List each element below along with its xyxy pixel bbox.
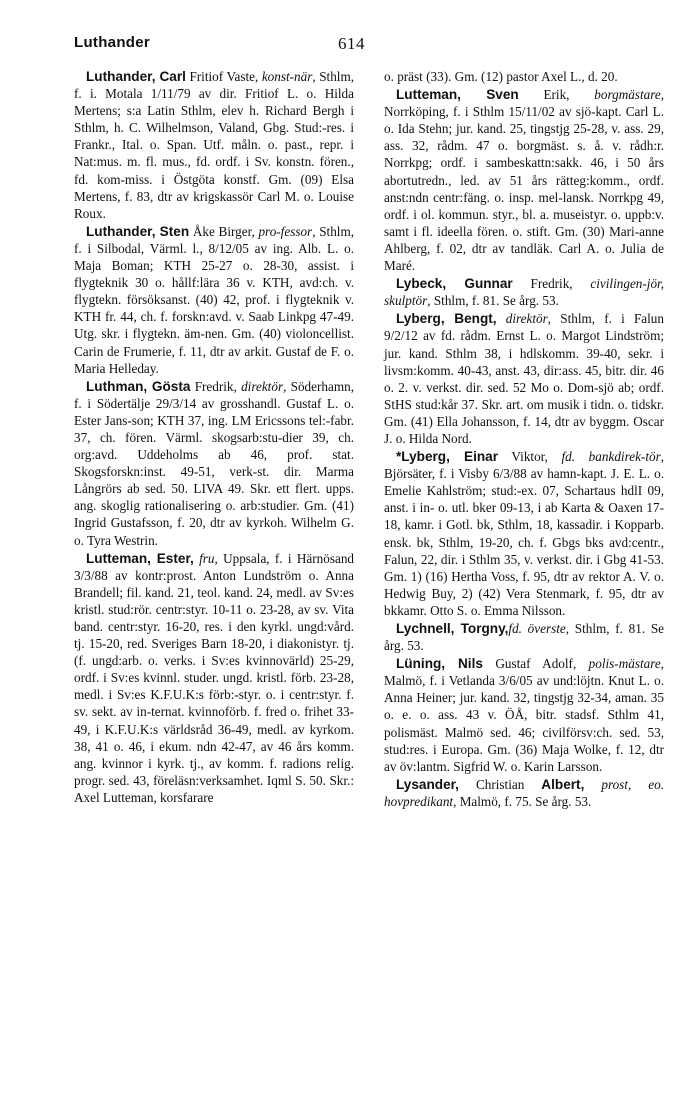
headword: Lyberg, Bengt, [396, 311, 497, 327]
entry-sven-lutteman [384, 86, 664, 274]
right-column [384, 68, 664, 811]
headword-second-name: Albert, [541, 776, 585, 792]
entry-text: , Björsäter, f. i Visby 6/3/88 av hamn-kapt. J. E. L. o. Emelie Kahlström; stud:-ex. 07, Schartaus hdlI 09, anst. i in- o. utl. bker 09-13, i ab Karta & Oaxen 17-18, kamr. i Gotl. bk, Sthlm, 18, kassadir. i Kopparb. ensk. bk, Sthlm, 19-20, ch. f. Gbgs bks avd:centr., Falun, 22, dir. i Sthlm 35, v. verkst. dir. i Gbg 41-53. Gm. 1) (16) Hertha Voss, f. 95, dtr av rektor A. V. o. Hedwig Buy, 2) (42) Vera Stenmark, f. 95, dtr av bkkamr. Otto S. o. Emma Nilsson. [384, 449, 665, 618]
entry-text: , Uppsala, f. i Härnösand 3/3/88 av kontr:prost. Anton Lundström o. Anna Brandell; fil. kand. 21, teol. kand. 24, medl. av Sv:es kristl. stud:rör. centr:styr. 10-11 o. 23-28, av sv. Vita band. centr:styr. 16-20, res. i den kyrkl. ungd:vård. tj. 15-20, red. Sveriges Barn 18-20, i diakonistyr. tj. (f. ungd:arb. o. verks. i Sv:es kvinnovärld) 25-29, ordf. i Sv:es kvinnl. studer. ungd. kristl. förb. 23-28, medl. i Sv:es K.F.U.K:s förb:-styr. o. i centr:styr. f. sv. sekt. av in-ternat. kvinnoförb. f. fred o. frihet 33-49, i K.F.U.K:s världsråd 36-49, medl. av kyrkom. 38, 41 o. 46, i ekum. ndn 42-47, av 46 års komm. ang. kvinnor i kyrk. tj., av komm. f. radions relig. progr. sed. 43, föreläsn:verksamhet. Iqml S. 50. Skr.: Axel Lutteman, korsfarare [74, 550, 355, 805]
headword: Lysander, [396, 776, 459, 792]
occupation: polis-mästare [588, 656, 661, 672]
entry-carl-luthander [74, 68, 354, 222]
running-head: Luthander [74, 34, 151, 51]
headword: Lutteman, Sven [396, 87, 519, 103]
occupation: prost, eo. hovpredikant [384, 776, 664, 809]
headword: Lychnell, Torgny, [396, 621, 509, 636]
entry-sten-luthander [74, 223, 354, 377]
entry-einar-lyberg [384, 448, 664, 619]
headword: Lybeck, Gunnar [396, 276, 513, 292]
occupation: fru [199, 550, 215, 566]
occupation: fd. bankdirek-tör [561, 449, 661, 465]
entry-ester-lutteman-continued: o. präst (33). Gm. (12) pastor Axel L., d. 20. [384, 69, 618, 84]
page-number: 614 [338, 34, 365, 53]
occupation: civilingen-jör, skulptör [384, 276, 665, 309]
occupation: konst-när [261, 69, 313, 84]
occupation: direktör [241, 378, 284, 394]
headword: Lüning, Nils [396, 656, 483, 672]
entry-text: , Söderhamn, f. i Södertälje 29/3/14 av grosshandl. Gustaf L. o. Ester Jans-son; KTH 37, ing. LM Ericssons tel:-fabr. 37, ch. fören. Värml. skogsarb:stu-dier 39, ch. org:avd. Uddeholms ab 46, prof. stat. Skogsforskn:inst. 49-51, verk-st. dir. Marma Långrörs ab sed. 50. LIVA 49. Skr. ett flert. upps. ang. skoglig rationalisering o. arb:studier. Gm. (41) Ingrid Gustafsson, f. 20, dtr av kyrkoh. Wilhelm G. o. Tyra Westrin. [74, 378, 354, 548]
given-names: Viktor, [498, 449, 562, 465]
given-names: Åke Birger, [189, 223, 259, 239]
given-names: Erik, [518, 87, 595, 103]
entry-albert-lysander [384, 776, 664, 810]
entry-text: , Sthlm, f. 81. Se årg. 53. [427, 293, 559, 309]
entry-text: , Sthlm, f. i. Motala 1/11/79 av dir. Fritiof L. o. Hilda Mertens; s:a Latin Sthlm, elev h. Richard Bergh i Sthlm, h. C. Wilhelmson, Valand, Gbg. Stud:-res. i Frankr., Ital. o. Span. Utf. måln. o. past., repr. i Nat:mus. m. fl. mus., fd. ordf. i Sv. konstn. fören., fd. kom-miss. i Östgöta konstf. Gm. (09) Elsa Mertens, f. 83, dtr av krigskassör Carl M. o. Louise Roux. [74, 69, 355, 221]
entry-text: , Sthlm, f. i Silbodal, Värml. l., 8/12/05 av ing. Alb. L. o. Maja Boman; KTH 25-27 o. 28-30, assist. i flygteknik 30 o. hållf:lära 36 v. KTH, avd:ch. v. flygtekn. försöksanst. (40) 42, prof. i flygteknik v. KTH fr. 44, ch. f. forskn:avd. v. Saab Linkpg 47-49. Utg. skr. i flygtekn. äm-nen. Gm. (40) violoncellist. Carin de Frumerie, f. 11, dtr av arkit. Gustaf de F. o. Maria Helleday. [74, 223, 355, 376]
entry-gosta-luthman [74, 378, 354, 549]
entry-text: , Malmö, f. 75. Se årg. 53. [453, 793, 592, 809]
given-names: Fritiof Vaste, [185, 69, 262, 84]
entry-text: , Sthlm, f. 81. Se årg. 53. [384, 621, 665, 654]
given-names: Fredrik, [512, 276, 591, 292]
occupation: direktör [505, 311, 548, 327]
headword: Lutteman, Ester, [86, 550, 194, 566]
text-columns [74, 68, 664, 811]
occupation: borgmästare [594, 87, 661, 103]
headword: Luthander, Sten [86, 223, 190, 239]
headword: Luthander, Carl [86, 69, 186, 84]
entry-text: , Norrköping, f. i Sthlm 15/11/02 av sjö-kapt. Carl L. o. Ida Stehn; jur. kand. 25, tingstjg 25-28, v. ass. 29, ass. 32, rådm. 47 o. borgmäst. s. å. v. rådh:r. Norrkpg; ordf. i sambeskattn:sakk. 46, i 50 års abortutredn., led. av 51 års rätteg:komm., ordf. anst:ndn centr:fäng. o. insp. mel-lansk. Norrkpg 49, ordf. i ol. kommun. styr., bl. a. museistyr. o. uppb:v. samt i fl. ideella fören. o. stift. Gm. (30) Mari-anne Ahlberg, f. 02, dtr av tandläk. Carl A. o. Julia de Maré. [384, 87, 664, 274]
entry-gunnar-lybeck [384, 275, 664, 309]
occupation: fd. överste [508, 621, 566, 636]
entry-text: , Malmö, f. i Vetlanda 3/6/05 av und:löjtn. Knut L. o. Anna Heiner; jur. kand. 32, tingstjg 32-34, aman. 35 o. e. o. ass. 43 v. ÖÅ, bitr. stadsf. Sthlm 41, polismäst. Malmö sed. 46; civilförsv:ch. sed. 53, stud:res. i Europa. Gm. (36) Maja Wolke, f. 12, dtr av öv:lantm. Sigfrid W. o. Karin Larsson. [384, 656, 664, 774]
occupation: pro-fessor [258, 223, 313, 239]
entry-torgny-lychnell [384, 620, 664, 654]
headword: Luthman, Gösta [86, 378, 191, 394]
headword: *Lyberg, Einar [396, 449, 499, 465]
entry-nils-luning [384, 655, 664, 775]
given-names: Fredrik, [190, 378, 242, 394]
given-names [497, 311, 506, 326]
left-column [74, 68, 354, 811]
entry-text: , Sthlm, f. i Falun 9/2/12 av fd. rådm. Ernst L. o. Margot Lindström; jur. kand. Sthlm 38, i hdlskomm. 39-40, sekr. i livsm:komm. 40-43, anst. 43, dir:ass. 45, bitr. dir. 46 o. 2. v. verkst. dir. sed. 52 Mo o. Dom-sjö ab; ordf. StHS stud:kår 37. Skr. art. om musik i tidn. o. tidskr. Gm. (41) Ella Johansson, f. 14, dtr av byggm. Oscar J. o. Hilda Nord. [384, 311, 664, 446]
entry-ester-lutteman [74, 550, 354, 806]
given-names: Christian [458, 776, 542, 792]
page-header [74, 34, 648, 60]
entry-bengt-lyberg [384, 310, 664, 447]
given-names: Gustaf Adolf, [482, 656, 589, 672]
